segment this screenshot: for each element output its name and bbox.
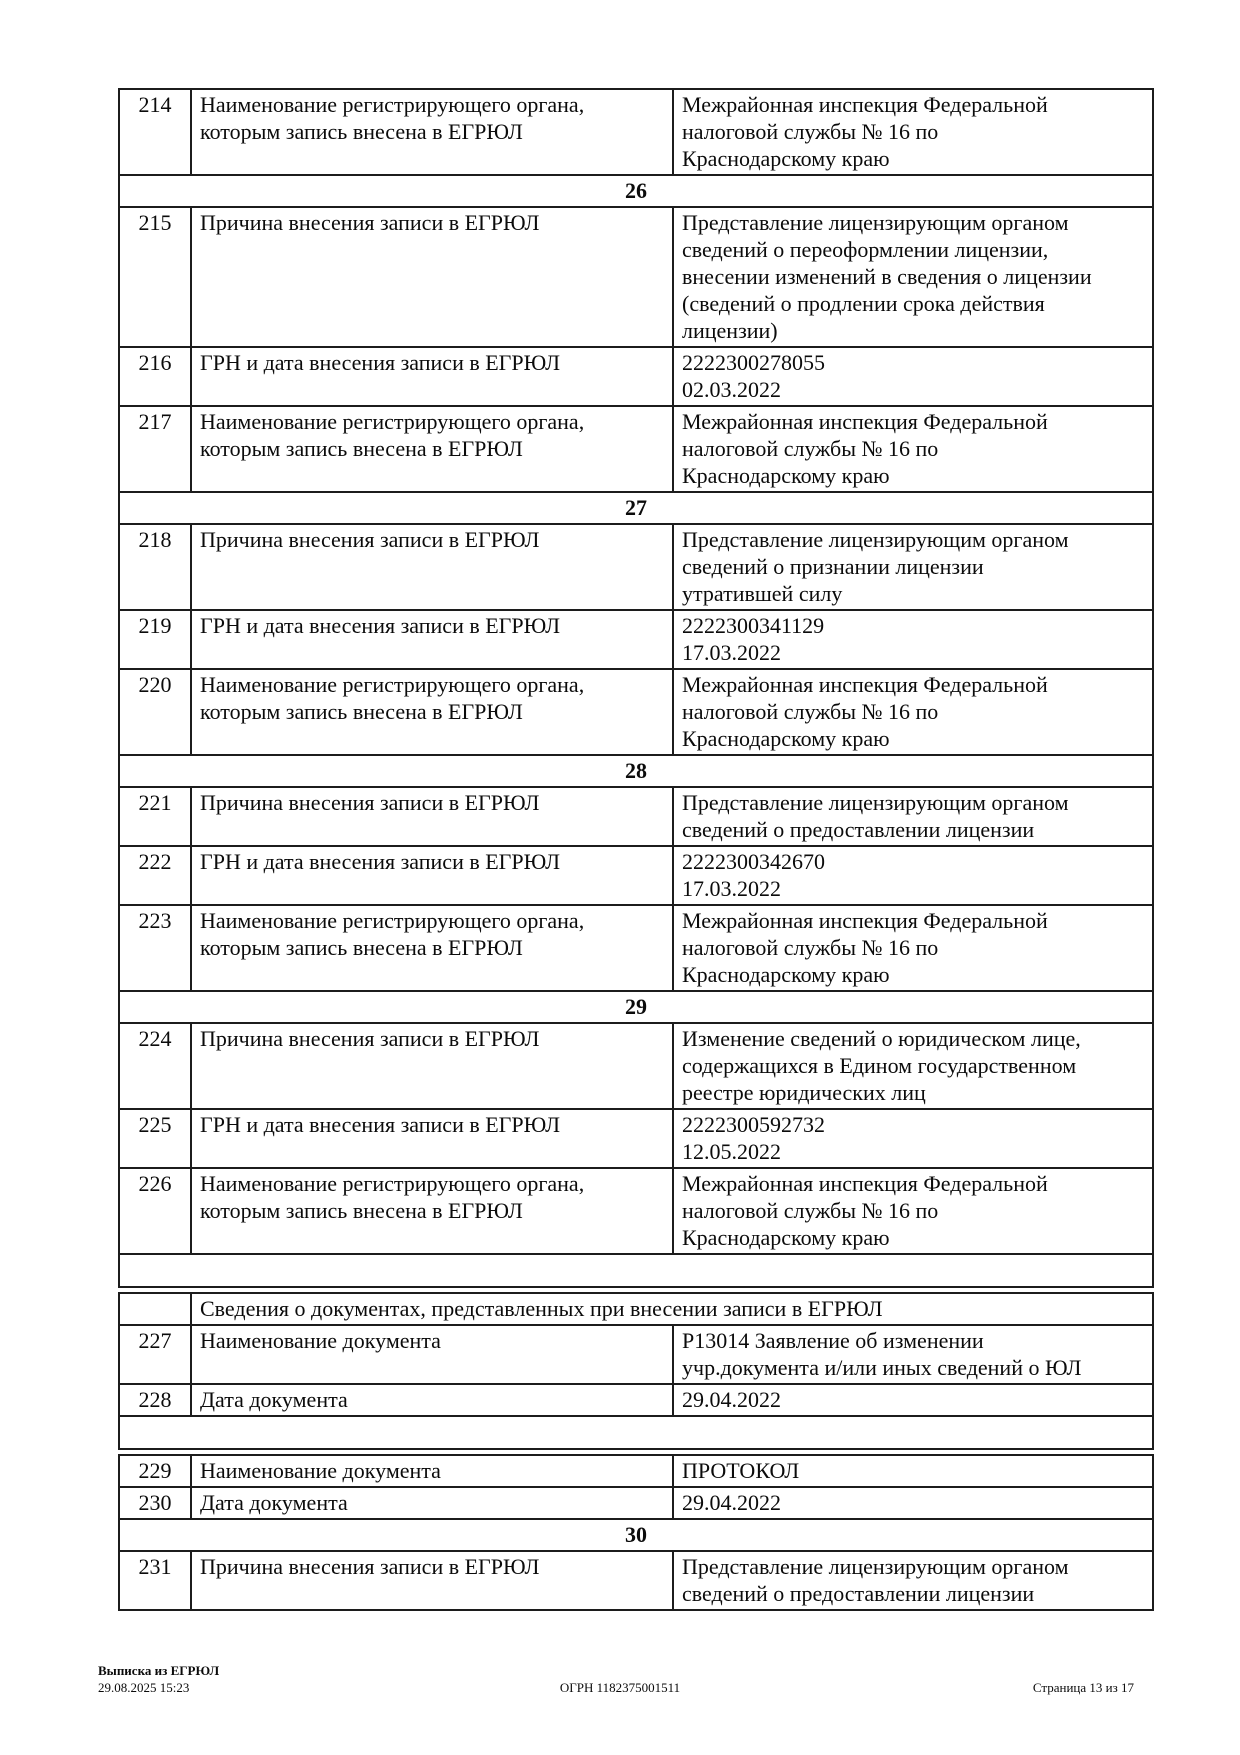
text-line: Краснодарскому краю xyxy=(682,962,890,987)
table-row xyxy=(119,669,1153,755)
text-line: утратившей силу xyxy=(682,581,843,606)
text-line: Межрайонная инспекция Федеральной xyxy=(682,1171,1048,1196)
row-number-cell xyxy=(119,1455,191,1487)
text-line: налоговой службы № 16 по xyxy=(682,699,939,724)
text-line: сведений о признании лицензии xyxy=(682,554,984,579)
text-line: 30 xyxy=(625,1522,647,1547)
text-line: Краснодарскому краю xyxy=(682,726,890,751)
row-number-cell xyxy=(119,1023,191,1109)
text-line: Краснодарскому краю xyxy=(682,1225,890,1250)
field-name-cell xyxy=(191,669,673,755)
field-value-cell xyxy=(673,1168,1153,1254)
text-line: сведений о переоформлении лицензии, xyxy=(682,237,1049,262)
text-line: внесении изменений в сведения о лицензии xyxy=(682,264,1092,289)
text-line: 225 xyxy=(138,1112,172,1137)
text-line: Причина внесения записи в ЕГРЮЛ xyxy=(200,790,540,815)
text-line: 26 xyxy=(625,178,647,203)
field-name-cell xyxy=(191,846,673,905)
text-line: 17.03.2022 xyxy=(682,640,781,665)
egrul-table-block-3 xyxy=(118,1454,1154,1611)
field-name-cell xyxy=(191,1384,673,1416)
footer-ogrn: ОГРН 1182375001511 xyxy=(559,1680,681,1695)
footer-page-number: Страница 13 из 17 xyxy=(1032,1680,1134,1695)
row-number-cell xyxy=(119,1109,191,1168)
text-line: 228 xyxy=(138,1387,172,1412)
egrul-records-table-area xyxy=(118,88,1152,1615)
text-line: 2222300278055 xyxy=(682,350,825,375)
text-line: Наименование регистрирующего органа, xyxy=(200,409,585,434)
text-line: 27 xyxy=(625,495,647,520)
text-line: Наименование регистрирующего органа, xyxy=(200,672,585,697)
text-line: Причина внесения записи в ЕГРЮЛ xyxy=(200,210,540,235)
text-line: ГРН и дата внесения записи в ЕГРЮЛ xyxy=(200,613,561,638)
text-line: ГРН и дата внесения записи в ЕГРЮЛ xyxy=(200,1112,561,1137)
text-line: 02.03.2022 xyxy=(682,377,781,402)
field-value-cell xyxy=(673,669,1153,755)
field-name-cell xyxy=(191,905,673,991)
text-line: 217 xyxy=(138,409,172,434)
documents-subheader-cell xyxy=(191,1293,1153,1325)
text-line: 215 xyxy=(138,210,172,235)
table-row xyxy=(119,1551,1153,1610)
section-row xyxy=(119,492,1153,524)
row-number-cell xyxy=(119,905,191,991)
section-number-cell xyxy=(119,1519,1153,1551)
section-row xyxy=(119,1519,1153,1551)
field-name-cell xyxy=(191,89,673,175)
text-line: ГРН и дата внесения записи в ЕГРЮЛ xyxy=(200,849,561,874)
text-line: 227 xyxy=(138,1328,172,1353)
text-line: Представление лицензирующим органом xyxy=(682,790,1069,815)
text-line: Дата документа xyxy=(200,1387,348,1412)
subheader-row xyxy=(119,1293,1153,1325)
field-name-cell xyxy=(191,406,673,492)
text-line: Наименование документа xyxy=(200,1328,441,1353)
table-row xyxy=(119,610,1153,669)
text-line: Краснодарскому краю xyxy=(682,463,890,488)
field-value-cell xyxy=(673,787,1153,846)
text-line: Дата документа xyxy=(200,1490,348,1515)
table-row xyxy=(119,89,1153,175)
text-line: 214 xyxy=(138,92,172,117)
text-line: налоговой службы № 16 по xyxy=(682,1198,939,1223)
row-number-cell xyxy=(119,846,191,905)
text-line: Представление лицензирующим органом xyxy=(682,210,1069,235)
text-line: 231 xyxy=(138,1554,172,1579)
section-row xyxy=(119,755,1153,787)
table-row xyxy=(119,787,1153,846)
text-line: Межрайонная инспекция Федеральной xyxy=(682,908,1048,933)
row-number-cell xyxy=(119,1325,191,1384)
row-number-cell xyxy=(119,1551,191,1610)
field-name-cell xyxy=(191,787,673,846)
section-number-cell xyxy=(119,492,1153,524)
text-line: Наименование регистрирующего органа, xyxy=(200,908,585,933)
row-number-cell xyxy=(119,610,191,669)
field-value-cell xyxy=(673,207,1153,347)
field-value-cell xyxy=(673,1109,1153,1168)
text-line: Представление лицензирующим органом xyxy=(682,527,1069,552)
text-line: которым запись внесена в ЕГРЮЛ xyxy=(200,1198,523,1223)
text-line: налоговой службы № 16 по xyxy=(682,119,939,144)
table-row xyxy=(119,905,1153,991)
field-value-cell xyxy=(673,1325,1153,1384)
footer-doc-title: Выписка из ЕГРЮЛ xyxy=(98,1663,220,1678)
text-line: 229 xyxy=(138,1458,172,1483)
text-line: Причина внесения записи в ЕГРЮЛ xyxy=(200,1554,540,1579)
row-number-cell xyxy=(119,1384,191,1416)
text-line: Причина внесения записи в ЕГРЮЛ xyxy=(200,527,540,552)
table-row xyxy=(119,1023,1153,1109)
row-number-cell xyxy=(119,1168,191,1254)
section-number-cell xyxy=(119,175,1153,207)
table-row xyxy=(119,1109,1153,1168)
text-line: 223 xyxy=(138,908,172,933)
row-number-cell xyxy=(119,89,191,175)
field-value-cell xyxy=(673,347,1153,406)
text-line: которым запись внесена в ЕГРЮЛ xyxy=(200,699,523,724)
field-name-cell xyxy=(191,1325,673,1384)
text-line: Межрайонная инспекция Федеральной xyxy=(682,92,1048,117)
spacer-row xyxy=(119,1254,1153,1287)
text-line: 218 xyxy=(138,527,172,552)
text-line: учр.документа и/или иных сведений о ЮЛ xyxy=(682,1355,1082,1380)
row-number-cell xyxy=(119,787,191,846)
table-row xyxy=(119,207,1153,347)
field-value-cell xyxy=(673,1023,1153,1109)
text-line: сведений о предоставлении лицензии xyxy=(682,817,1035,842)
text-line: Р13014 Заявление об изменении xyxy=(682,1328,984,1353)
table-row xyxy=(119,1384,1153,1416)
text-line: реестре юридических лиц xyxy=(682,1080,926,1105)
spacer-cell xyxy=(119,1416,1153,1449)
text-line: налоговой службы № 16 по xyxy=(682,436,939,461)
spacer-row xyxy=(119,1416,1153,1449)
row-number-cell xyxy=(119,347,191,406)
field-name-cell xyxy=(191,1455,673,1487)
row-number-cell xyxy=(119,524,191,610)
text-line: которым запись внесена в ЕГРЮЛ xyxy=(200,935,523,960)
text-line: 226 xyxy=(138,1171,172,1196)
text-line: ПРОТОКОЛ xyxy=(682,1458,800,1483)
egrul-table-block-1 xyxy=(118,88,1154,1288)
field-name-cell xyxy=(191,1487,673,1519)
table-row xyxy=(119,347,1153,406)
section-row xyxy=(119,991,1153,1023)
field-name-cell xyxy=(191,1551,673,1610)
section-number-cell xyxy=(119,755,1153,787)
table-row xyxy=(119,524,1153,610)
text-line: 29 xyxy=(625,994,647,1019)
spacer-cell xyxy=(119,1254,1153,1287)
field-name-cell xyxy=(191,1168,673,1254)
row-number-cell xyxy=(119,1487,191,1519)
text-line: 17.03.2022 xyxy=(682,876,781,901)
text-line: Межрайонная инспекция Федеральной xyxy=(682,672,1048,697)
table-row xyxy=(119,846,1153,905)
text-line: лицензии) xyxy=(682,318,778,343)
field-value-cell xyxy=(673,1455,1153,1487)
text-line: 29.04.2022 xyxy=(682,1490,781,1515)
field-value-cell xyxy=(673,610,1153,669)
text-line: Межрайонная инспекция Федеральной xyxy=(682,409,1048,434)
row-number-cell xyxy=(119,406,191,492)
field-name-cell xyxy=(191,610,673,669)
text-line: 224 xyxy=(138,1026,172,1051)
text-line: Наименование регистрирующего органа, xyxy=(200,92,585,117)
row-number-cell xyxy=(119,1293,191,1325)
row-number-cell xyxy=(119,669,191,755)
text-line: 2222300341129 xyxy=(682,613,825,638)
text-line: 219 xyxy=(138,613,172,638)
field-name-cell xyxy=(191,207,673,347)
field-value-cell xyxy=(673,905,1153,991)
text-line: которым запись внесена в ЕГРЮЛ xyxy=(200,119,523,144)
field-name-cell xyxy=(191,524,673,610)
section-row xyxy=(119,175,1153,207)
text-line: 221 xyxy=(138,790,172,815)
text-line: 29.04.2022 xyxy=(682,1387,781,1412)
text-line: ГРН и дата внесения записи в ЕГРЮЛ xyxy=(200,350,561,375)
text-line: содержащихся в Едином государственном xyxy=(682,1053,1077,1078)
field-name-cell xyxy=(191,347,673,406)
field-name-cell xyxy=(191,1023,673,1109)
egrul-table-block-2 xyxy=(118,1292,1154,1450)
row-number-cell xyxy=(119,207,191,347)
text-line: 2222300592732 xyxy=(682,1112,825,1137)
field-value-cell xyxy=(673,1551,1153,1610)
field-name-cell xyxy=(191,1109,673,1168)
section-number-cell xyxy=(119,991,1153,1023)
text-line: 2222300342670 xyxy=(682,849,825,874)
text-line: сведений о предоставлении лицензии xyxy=(682,1581,1035,1606)
table-row xyxy=(119,1487,1153,1519)
footer-datetime: 29.08.2025 15:23 xyxy=(98,1680,190,1695)
table-row xyxy=(119,1168,1153,1254)
text-line: 28 xyxy=(625,758,647,783)
text-line: (сведений о продлении срока действия xyxy=(682,291,1045,316)
field-value-cell xyxy=(673,524,1153,610)
text-line: Изменение сведений о юридическом лице, xyxy=(682,1026,1081,1051)
text-line: Представление лицензирующим органом xyxy=(682,1554,1069,1579)
text-line: Сведения о документах, представленных при внесении записи в ЕГРЮЛ xyxy=(200,1296,883,1321)
text-line: 12.05.2022 xyxy=(682,1139,781,1164)
text-line: которым запись внесена в ЕГРЮЛ xyxy=(200,436,523,461)
text-line: 220 xyxy=(138,672,172,697)
field-value-cell xyxy=(673,846,1153,905)
text-line: 222 xyxy=(138,849,172,874)
field-value-cell xyxy=(673,1384,1153,1416)
text-line: Наименование регистрирующего органа, xyxy=(200,1171,585,1196)
text-line: Краснодарскому краю xyxy=(682,146,890,171)
field-value-cell xyxy=(673,406,1153,492)
table-row xyxy=(119,1455,1153,1487)
text-line: Причина внесения записи в ЕГРЮЛ xyxy=(200,1026,540,1051)
text-line: налоговой службы № 16 по xyxy=(682,935,939,960)
field-value-cell xyxy=(673,1487,1153,1519)
text-line: 216 xyxy=(138,350,172,375)
table-row xyxy=(119,406,1153,492)
text-line: Наименование документа xyxy=(200,1458,441,1483)
field-value-cell xyxy=(673,89,1153,175)
text-line: 230 xyxy=(138,1490,172,1515)
table-row xyxy=(119,1325,1153,1384)
